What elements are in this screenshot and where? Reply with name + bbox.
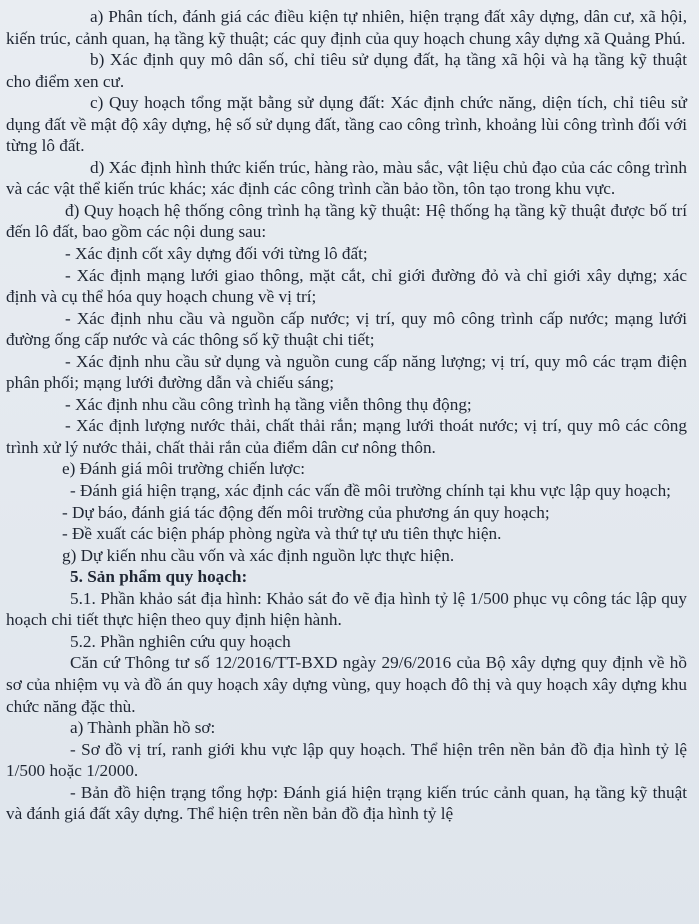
- list-item-location-map: - Sơ đồ vị trí, ranh giới khu vực lập quy hoạch. Thể hiện trên nền bản đồ địa hình tỷ lệ 1/500 hoặc 1/2000.: [6, 739, 687, 781]
- list-item-elevation: - Xác định cốt xây dựng đối với từng lô đất;: [65, 244, 368, 264]
- paragraph-a-analysis: a) Phân tích, đánh giá các điều kiện tự nhiên, hiện trạng đất xây dựng, dân cư, xã hội, kiến trúc, cảnh quan, hạ tầng kỹ thuật; các quy định của quy hoạch chung xây dựng xã Quảng Phú.: [6, 7, 687, 48]
- paragraph-c-land-use: c) Quy hoạch tổng mặt bằng sử dụng đất: Xác định chức năng, diện tích, chỉ tiêu sử dụng đất về mật độ xây dựng, hệ số sử dụng đất, tầng cao công trình, khoảng lùi công trình đối với từng lô đất.: [6, 93, 687, 156]
- list-item-energy: - Xác định nhu cầu sử dụng và nguồn cung cấp năng lượng; vị trí, quy mô các trạm điện phân phối; mạng lưới đường dẫn và chiếu sáng;: [6, 351, 687, 393]
- list-item-status-map: - Bản đồ hiện trạng tổng hợp: Đánh giá hiện trạng kiến trúc cảnh quan, hạ tầng kỹ thuật và đánh giá đất xây dựng. Thể hiện trên nền bản đồ địa hình tỷ lệ: [6, 782, 687, 824]
- list-item-water-supply: - Xác định nhu cầu và nguồn cấp nước; vị trí, quy mô công trình cấp nước; mạng lưới đường ống cấp nước và các thông số kỹ thuật chi tiết;: [6, 308, 687, 350]
- paragraph-5-1-survey: 5.1. Phần khảo sát địa hình: Khảo sát đo vẽ địa hình tỷ lệ 1/500 phục vụ công tác lập quy hoạch chi tiết thực hiện theo quy định hiện hành.: [6, 588, 687, 630]
- paragraph-e-environment: e) Đánh giá môi trường chiến lược:: [62, 459, 305, 479]
- paragraph-g-capital: g) Dự kiến nhu cầu vốn và xác định nguồn lực thực hiện.: [62, 545, 455, 565]
- paragraph-b-population: b) Xác định quy mô dân số, chỉ tiêu sử dụng đất, hạ tầng xã hội và hạ tầng kỹ thuật cho điểm xen cư.: [6, 50, 687, 91]
- list-item-traffic: - Xác định mạng lưới giao thông, mặt cắt, chỉ giới đường đỏ và chỉ giới xây dựng; xác định và cụ thể hóa quy hoạch chung về vị trí;: [6, 265, 687, 307]
- section-heading-products: 5. Sản phẩm quy hoạch:: [70, 567, 248, 587]
- list-item-env-prevention: - Đề xuất các biện pháp phòng ngừa và thứ tự ưu tiên thực hiện.: [62, 524, 502, 544]
- list-item-waste: - Xác định lượng nước thải, chất thải rắn; mạng lưới thoát nước; vị trí, quy mô các công trình xử lý nước thải, chất thải rắn của điểm dân cư nông thôn.: [6, 416, 687, 457]
- paragraph-a-documents: a) Thành phần hồ sơ:: [70, 718, 216, 738]
- paragraph-5-2-research: 5.2. Phần nghiên cứu quy hoạch: [70, 631, 291, 651]
- paragraph-d-architecture: d) Xác định hình thức kiến trúc, hàng rào, màu sắc, vật liệu chủ đạo của các công trình và các vật thể kiến trúc khác; xác định các công trình cần bảo tồn, tôn tạo trong khu vực.: [6, 157, 687, 199]
- list-item-telecom: - Xác định nhu cầu công trình hạ tầng viễn thông thụ động;: [65, 394, 472, 414]
- paragraph-dd-infrastructure: đ) Quy hoạch hệ thống công trình hạ tầng kỹ thuật: Hệ thống hạ tầng kỹ thuật được bố trí đến lô đất, bao gồm các nội dung sau:: [6, 200, 687, 242]
- list-item-env-assessment: - Đánh giá hiện trạng, xác định các vấn đề môi trường chính tại khu vực lập quy hoạch;: [70, 481, 671, 501]
- paragraph-circular-basis: Căn cứ Thông tư số 12/2016/TT-BXD ngày 29/6/2016 của Bộ xây dựng quy định về hồ sơ của nhiệm vụ và đồ án quy hoạch xây dựng vùng, quy hoạch đô thị và quy hoạch xây dựng khu chức năng đặc thù.: [6, 653, 687, 716]
- list-item-env-forecast: - Dự báo, đánh giá tác động đến môi trường của phương án quy hoạch;: [62, 502, 550, 522]
